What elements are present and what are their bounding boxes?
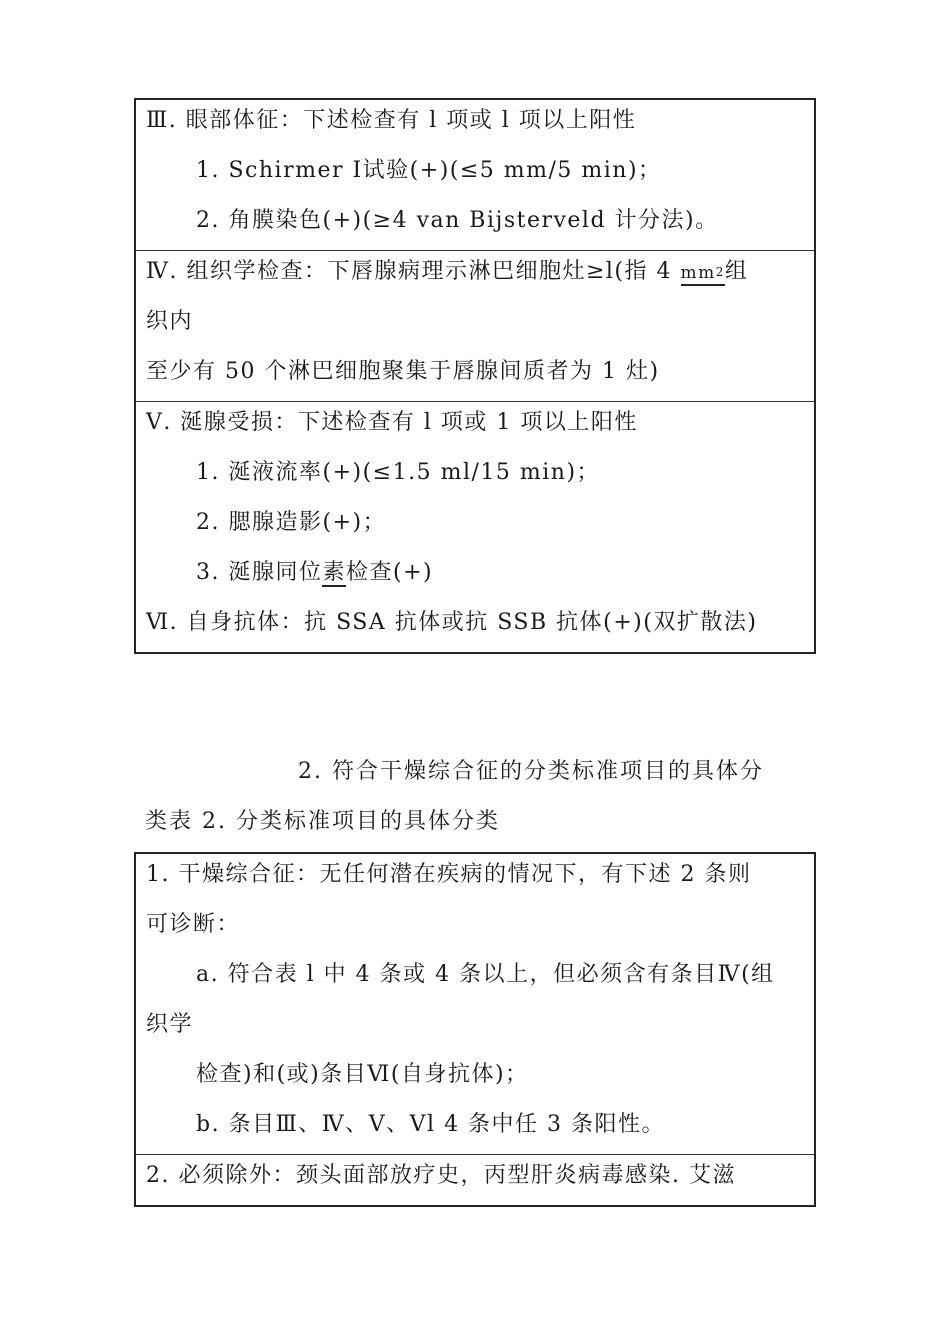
criterion-v-item-3: 3. 涎腺同位素检查(+) bbox=[196, 560, 434, 585]
section-caption-line-2: 类表 2. 分类标准项目的具体分类 bbox=[145, 809, 500, 834]
section-caption-line-1: 2. 符合干燥综合征的分类标准项目的具体分 bbox=[298, 759, 764, 784]
criterion-v-row bbox=[136, 401, 814, 652]
criterion-iv-row bbox=[136, 250, 814, 401]
diagnosis-row bbox=[136, 854, 814, 1154]
exclusion-line-1: 2. 必须除外：颈头面部放疗史，丙型肝炎病毒感染. 艾滋 bbox=[146, 1163, 736, 1188]
criterion-iv-text-a: Ⅳ. 组织学检查：下唇腺病理示淋巴细胞灶≥l(指 4 bbox=[146, 259, 681, 284]
criterion-iii-item-2: 2. 角膜染色(+)(≥4 van Bijsterveld 计分法)。 bbox=[196, 208, 719, 233]
criterion-iv-line-2: 织内 bbox=[146, 309, 194, 334]
diagnosis-line-2: 可诊断： bbox=[146, 912, 241, 937]
criterion-iii-title: Ⅲ. 眼部体征：下述检查有 l 项或 l 项以上阳性 bbox=[146, 108, 637, 133]
diagnosis-line-4: 织学 bbox=[146, 1012, 194, 1037]
criterion-v-title: Ⅴ. 涎腺受损：下述检查有 l 项或 1 项以上阳性 bbox=[146, 410, 638, 435]
underlined-char: 素 bbox=[322, 560, 346, 585]
criterion-iv-line-3: 至少有 50 个淋巴细胞聚集于唇腺间质者为 1 灶) bbox=[146, 359, 660, 384]
exclusion-row bbox=[136, 1154, 814, 1205]
criterion-iii-item-1: 1. Schirmer Ⅰ试验(+)(≤5 mm/5 min)； bbox=[196, 158, 662, 183]
criterion-vi-title: Ⅵ. 自身抗体：抗 SSA 抗体或抗 SSB 抗体(+)(双扩散法) bbox=[146, 610, 758, 635]
criteria-table-2 bbox=[134, 852, 816, 1207]
criterion-v-item-1: 1. 涎液流率(+)(≤1.5 ml/15 min)； bbox=[196, 460, 601, 485]
criterion-v-item-2: 2. 腮腺造影(+)； bbox=[196, 510, 387, 535]
criterion-iii-row bbox=[136, 100, 814, 250]
diagnosis-line-6: b. 条目Ⅲ、Ⅳ、Ⅴ、Vl 4 条中任 3 条阳性。 bbox=[196, 1112, 666, 1137]
area-unit: $mm^2$ bbox=[681, 259, 725, 286]
criteria-table-1 bbox=[134, 98, 816, 654]
criterion-iv-title bbox=[136, 251, 814, 301]
diagnosis-line-3: a. 符合表 l 中 4 条或 4 条以上，但必须含有条目Ⅳ(组 bbox=[196, 962, 775, 987]
diagnosis-line-1: 1. 干燥综合征：无任何潜在疾病的情况下，有下述 2 条则 bbox=[146, 862, 752, 887]
diagnosis-line-5: 检查)和(或)条目Ⅵ(自身抗体)； bbox=[196, 1062, 529, 1087]
criterion-iv-text-b: 组 bbox=[724, 259, 749, 284]
